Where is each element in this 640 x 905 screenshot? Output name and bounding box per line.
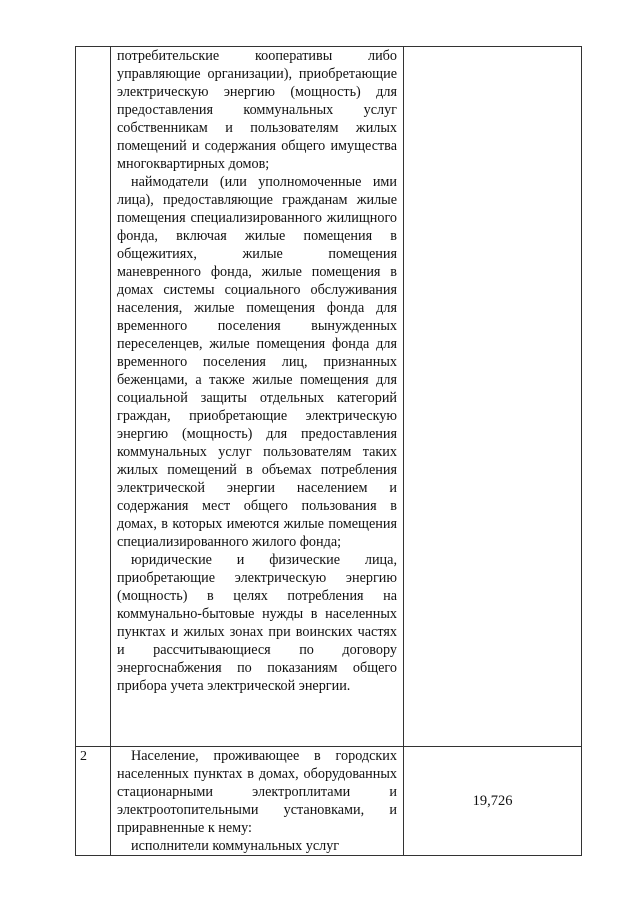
table-row xyxy=(76,47,582,747)
table-row xyxy=(76,747,582,856)
row-description-cell xyxy=(111,747,404,856)
description-paragraph: Население, проживающее в городских населенных пунктах в домах, оборудованных стационарными электроплитами и электроотопительными установками, и приравненные к нему: xyxy=(117,748,397,836)
row-number-cell: 2 xyxy=(76,747,111,856)
description-paragraph: юридические и физические лица, приобретающие электрическую энергию (мощность) в целях потребления на коммунально-бытовые нужды в населенных пунктах и жилых зонах при воинских частях и рассчитывающиеся по договору энергоснабжения по показаниям общего прибора учета электрической энергии. xyxy=(117,552,397,694)
description-paragraph: наймодатели (или уполномоченные ими лица), предоставляющие гражданам жилые помещения специализированного жилищного фонда, включая жилые помещения в общежитиях, жилые помещения маневренного фонда, жилые помещения в домах системы социального обслуживания населения, жилые помещения фонда для временного поселения вынужденных переселенцев, жилые помещения фонда для временного поселения лиц, признанных беженцами, а также жилые помещения для социальной защиты отдельных категорий граждан, приобретающие электрическую энергию (мощность) для предоставления коммунальных услуг пользователям таких жилых помещений в объемах потребления электрической энергии населением и содержания мест общего пользования в домах, в которых имеются жилые помещения специализированного жилого фонда; xyxy=(117,174,397,550)
description-paragraph: исполнители коммунальных услуг xyxy=(131,838,340,854)
tariff-value-cell: 19,726 xyxy=(404,747,582,856)
description-paragraph: потребительские кооперативы либо управляющие организации), приобретающие электрическую энергию (мощность) для предоставления коммунальных услуг собственникам и пользователям жилых помещений и содержания общего имущества многоквартирных домов; xyxy=(117,48,397,172)
row-number-cell xyxy=(76,47,111,747)
tariff-value-cell xyxy=(404,47,582,747)
row-description-cell xyxy=(111,47,404,747)
tariff-table xyxy=(75,46,582,856)
